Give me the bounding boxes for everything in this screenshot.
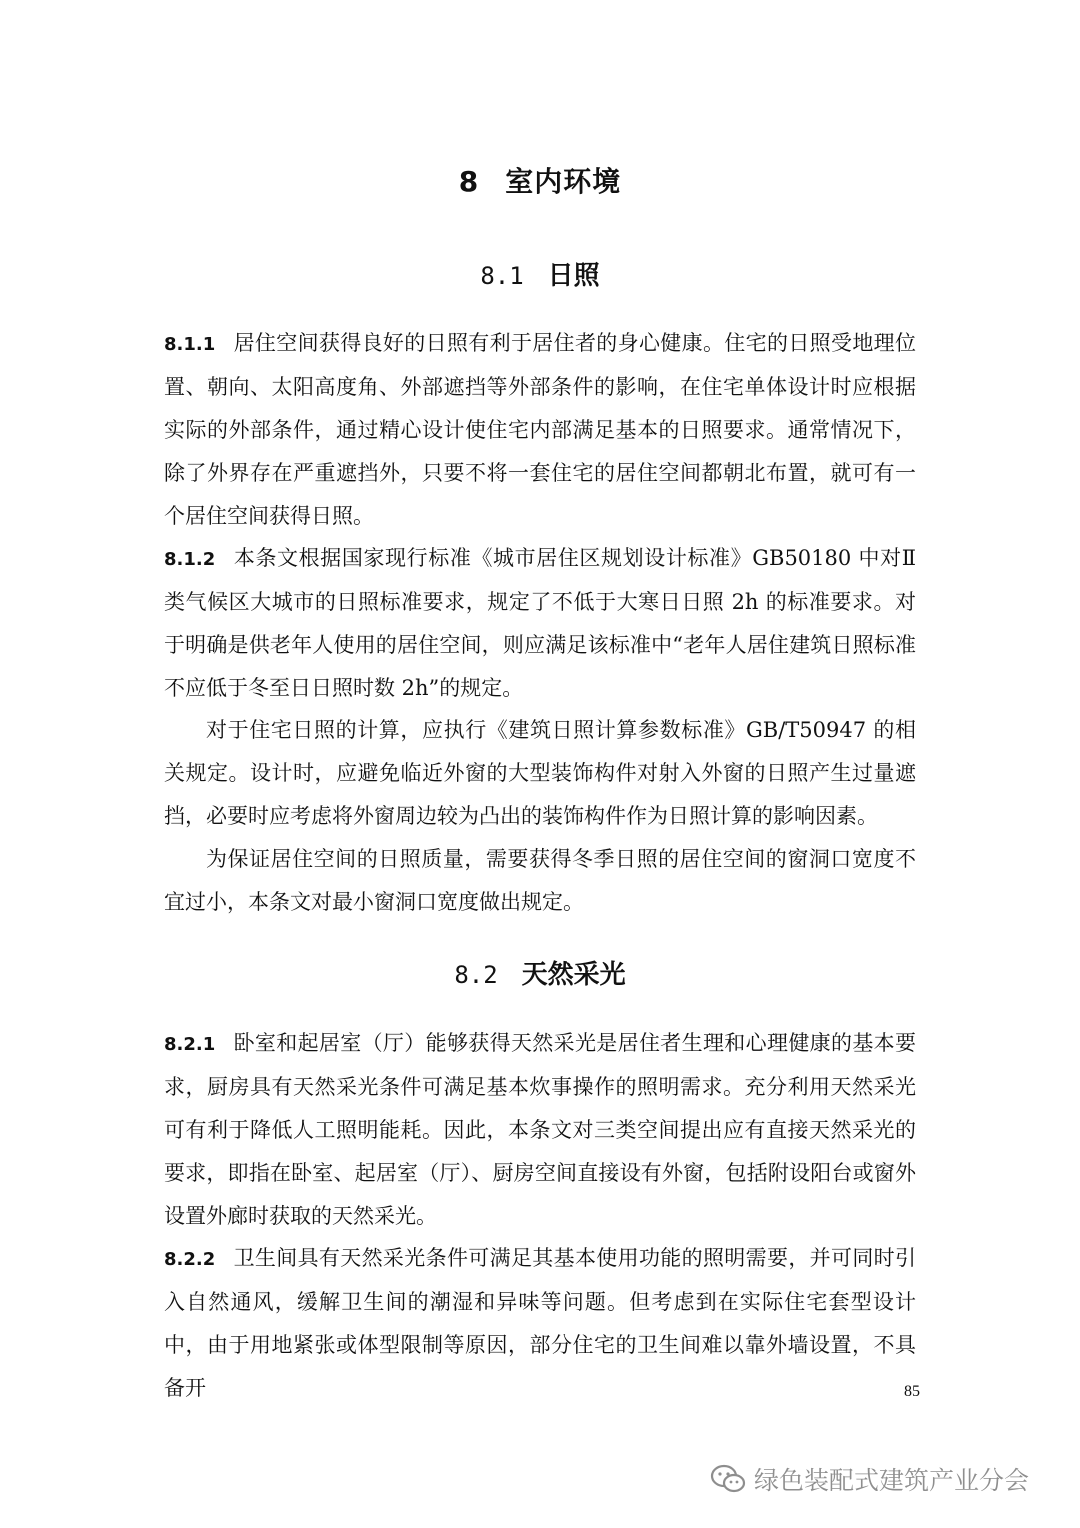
paragraph-8-1-1 <box>164 322 916 538</box>
section-title-text: 天然采光 <box>521 960 626 990</box>
paragraph-text: 本条文根据国家现行标准《城市居住区规划设计标准》GB50180 中对Ⅱ类气候区大城市的日照标准要求，规定了不低于大寒日日照 2h 的标准要求。对于明确是供老年人使用的居住空间，则应满足该标准中“老年人居住建筑日照标准不应低于冬至日日照时数 2h”的规定。 <box>164 546 916 700</box>
paragraph-8-2-2 <box>164 1237 916 1410</box>
paragraph-8-1-2-continued: 对于住宅日照的计算，应执行《建筑日照计算参数标准》GB/T50947 的相关规定。设计时，应避免临近外窗的大型装饰构件对射入外窗的日照产生过量遮挡，必要时应考虑将外窗周边较为凸出的装饰构件作为日照计算的影响因素。 <box>164 718 916 828</box>
clause-number: 8.2.1 <box>164 1034 216 1055</box>
clause-number: 8.2.2 <box>164 1249 216 1270</box>
paragraph-8-1-2-window-width: 为保证居住空间的日照质量，需要获得冬季日照的居住空间的窗洞口宽度不宜过小，本条文对最小窗洞口宽度做出规定。 <box>164 847 916 914</box>
section-title-text: 日照 <box>547 261 600 291</box>
section-title-8-2 <box>0 954 1080 991</box>
paragraph-8-2-1 <box>164 1022 916 1238</box>
paragraph-text: 卧室和起居室（厅）能够获得天然采光是居住者生理和心理健康的基本要求，厨房具有天然采光条件可满足基本炊事操作的照明需求。充分利用天然采光可有利于降低人工照明能耗。因此，本条文对三类空间提出应有直接天然采光的要求，即指在卧室、起居室（厅）、厨房空间直接设有外窗，包括附设阳台或窗外设置外廊时获取的天然采光。 <box>164 1031 916 1228</box>
chapter-title-text: 室内环境 <box>505 165 622 198</box>
paragraph-8-1-2 <box>164 537 916 710</box>
paragraph-text: 居住空间获得良好的日照有利于居住者的身心健康。住宅的日照受地理位置、朝向、太阳高度角、外部遮挡等外部条件的影响，在住宅单体设计时应根据实际的外部条件，通过精心设计使住宅内部满足基本的日照要求。通常情况下，除了外界存在严重遮挡外，只要不将一套住宅的居住空间都朝北布置，就可有一个居住空间获得日照。 <box>164 331 916 528</box>
watermark <box>710 1458 1070 1500</box>
page-number: 85 <box>904 1383 920 1400</box>
watermark-text: 绿色装配式建筑产业分会 <box>754 1466 1030 1495</box>
section-title-8-1 <box>0 255 1080 292</box>
wechat-icon <box>710 1464 746 1494</box>
paragraph-text: 卫生间具有天然采光条件可满足其基本使用功能的照明需要，并可同时引入自然通风，缓解卫生间的潮湿和异味等问题。但考虑到在实际住宅套型设计中，由于用地紧张或体型限制等原因，部分住宅的卫生间难以靠外墙设置，不具备开 <box>164 1246 916 1400</box>
clause-number: 8.1.1 <box>164 334 216 355</box>
chapter-title <box>0 160 1080 200</box>
chapter-number: 8 <box>458 165 480 198</box>
section-number: 8.2 <box>454 961 498 989</box>
clause-number: 8.1.2 <box>164 549 216 570</box>
section-number: 8.1 <box>480 262 524 290</box>
